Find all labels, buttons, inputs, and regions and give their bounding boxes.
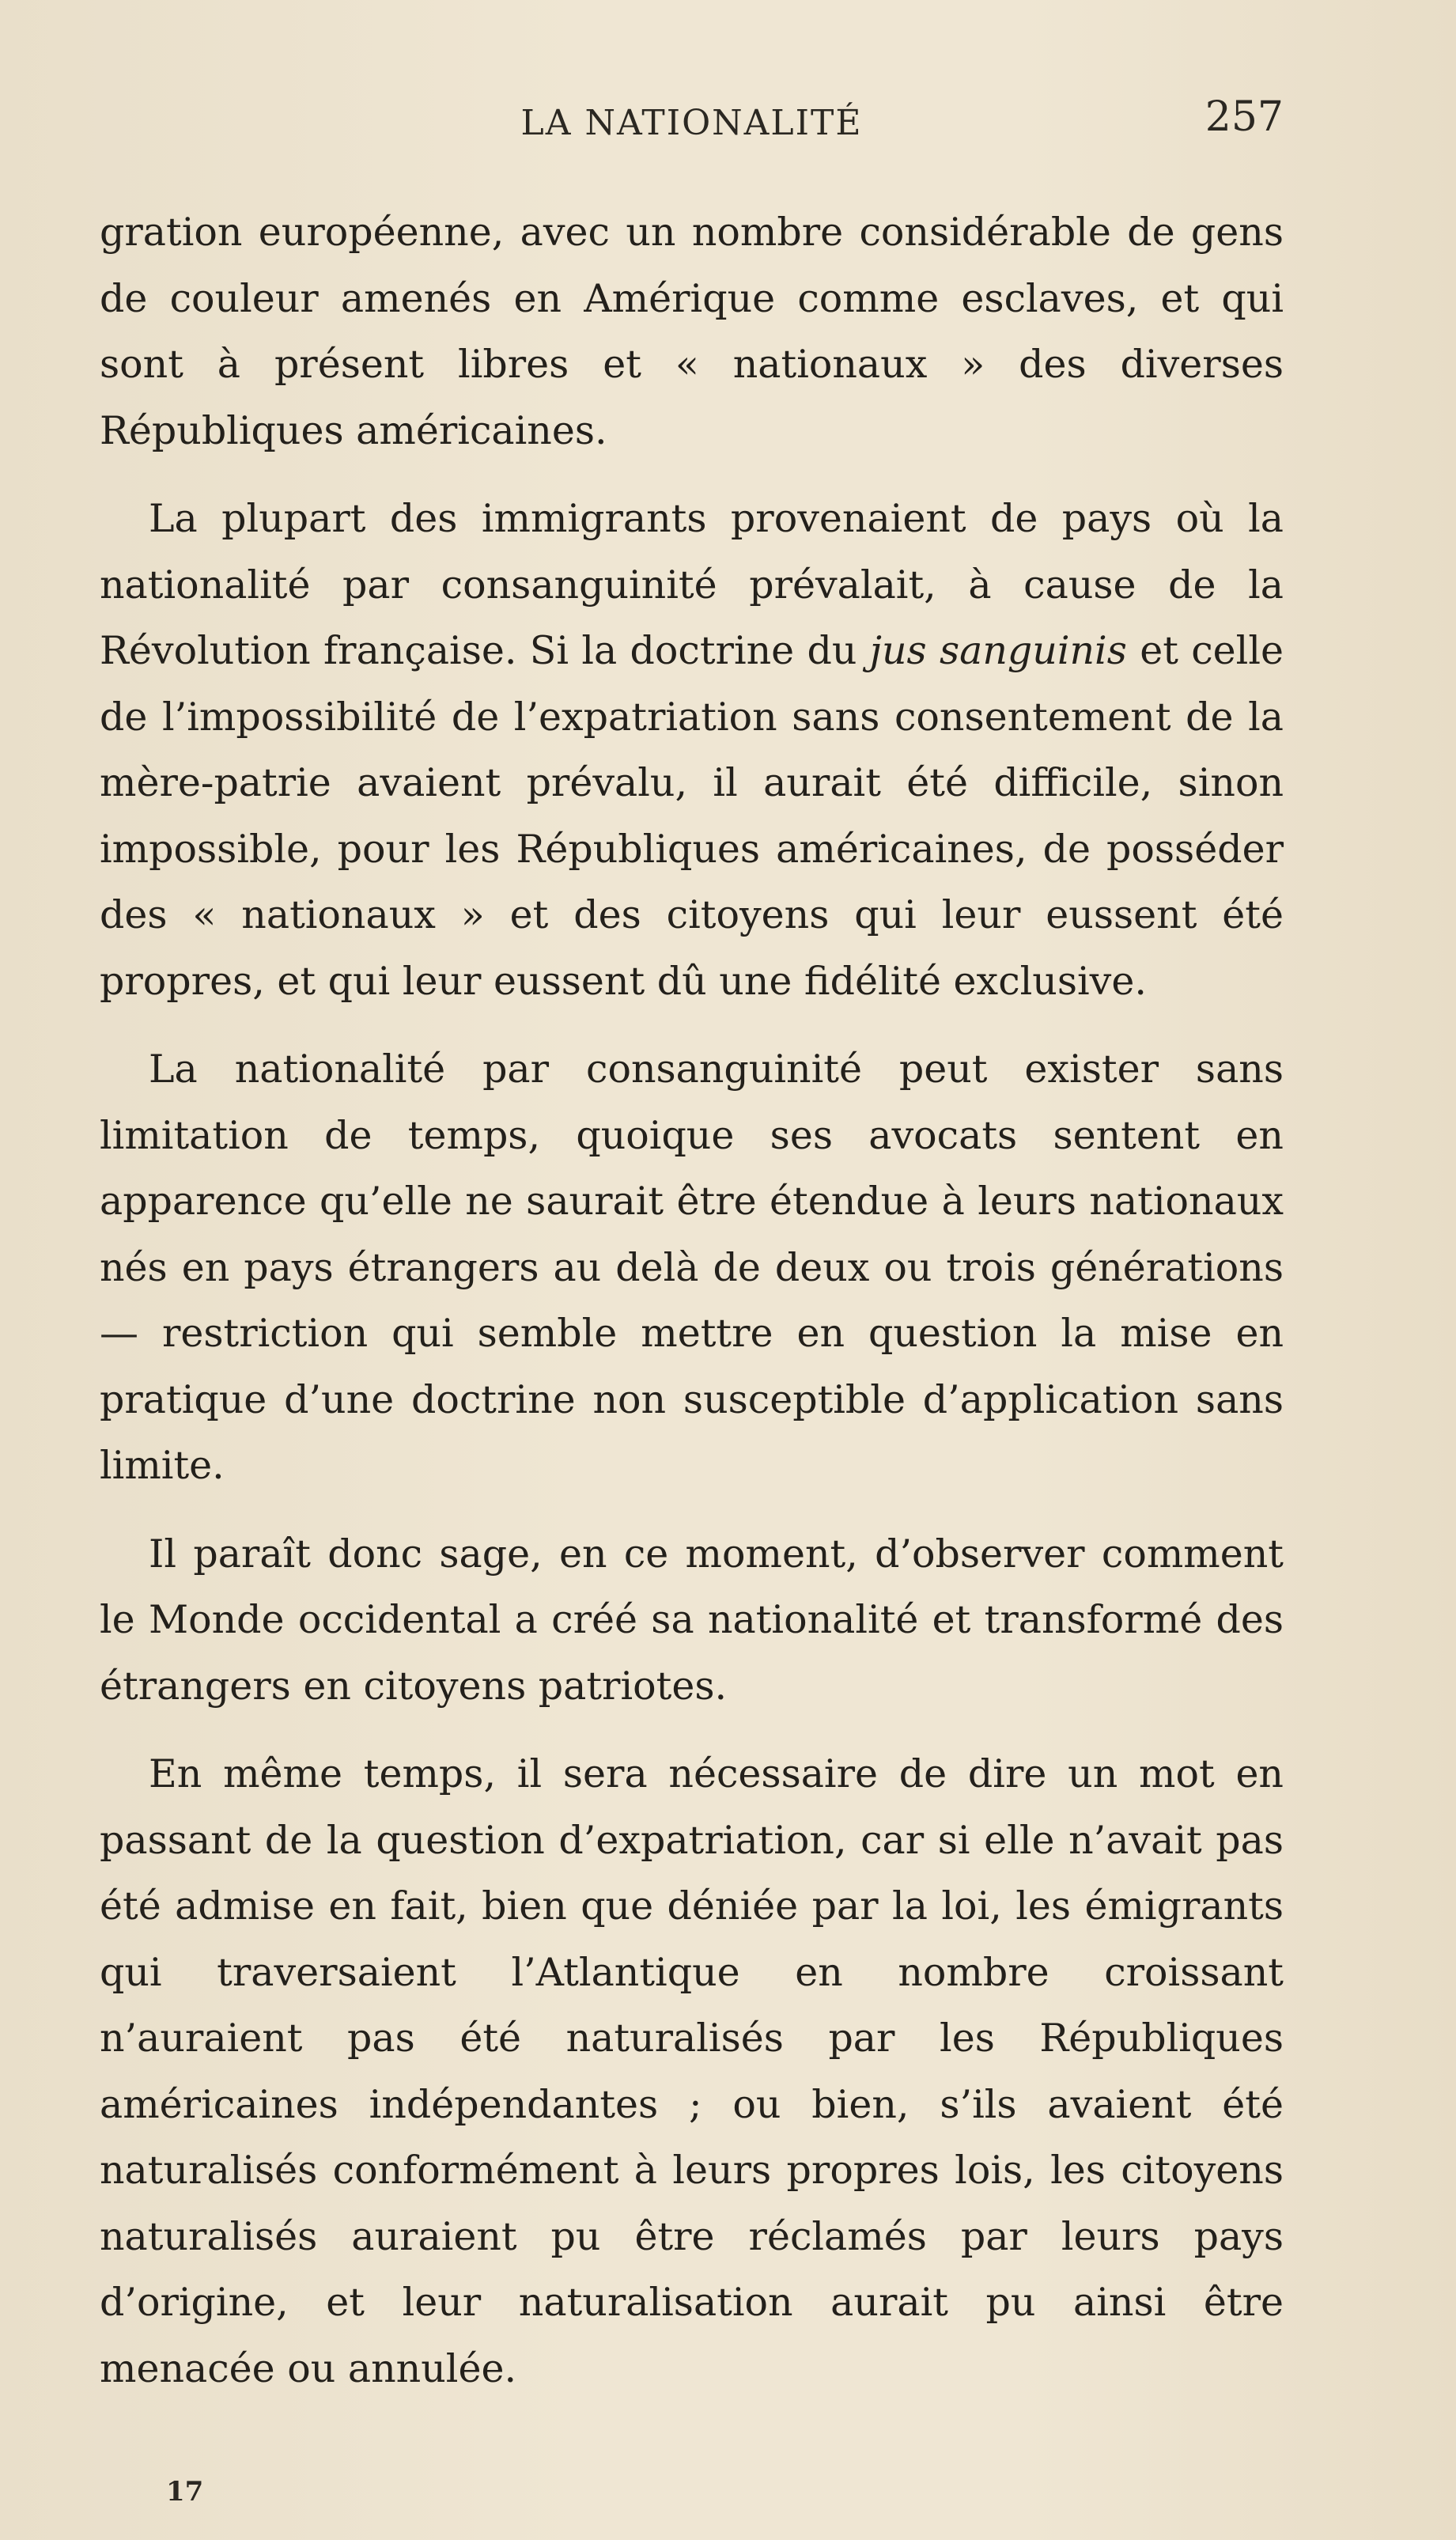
paragraph-text: et celle de l’impossibilité de l’expatriation sans consentement de la mère-patrie avaient prévalu, il aurait été difficile, sinon impossible, pour les Républiques américaines, de posséder des « nationaux » et des citoyens qui leur eussent été propres, et qui leur eussent dû une fidélité exclusive.	[100, 628, 1284, 1004]
paragraph-continued: gration européenne, avec un nombre considérable de gens de couleur amenés en Amérique comme esclaves, et qui sont à présent libres et « nationaux » des diverses Républiques américaines.	[100, 210, 1284, 453]
latin-term: jus sanguinis	[869, 628, 1127, 673]
printer-signature: 17	[166, 2476, 204, 2508]
paragraph-occidental: Il paraît donc sage, en ce moment, d’observer comment le Monde occidental a créé sa nationalité et transformé des étrangers en citoyens patriotes.	[100, 1531, 1284, 1709]
paragraph-text: La plupart des immigrants provenaient de pays où la nationalité par consanguinité prévalait, à cause de la Révolution française. Si la doctrine du	[100, 496, 1284, 673]
paragraph-immigrants	[100, 486, 1284, 1014]
running-title: LA NATIONALITÉ	[520, 103, 863, 143]
body-text	[100, 199, 1284, 2424]
paragraph-expatriation: En même temps, il sera nécessaire de dire un mot en passant de la question d’expatriation, car si elle n’avait pas été admise en fait, bien que déniée par la loi, les émigrants qui traversaient l’Atlantique en nombre croissant n’auraient pas été naturalisés par les Républiques américaines indépendantes ; ou bien, s’ils avaient été naturalisés conformément à leurs propres lois, les citoyens naturalisés auraient pu être réclamés par leurs pays d’origine, et leur naturalisation aurait pu ainsi être menacée ou annulée.	[100, 1751, 1284, 2391]
page-header	[100, 93, 1284, 157]
paragraph-consanguinity: La nationalité par consanguinité peut exister sans limitation de temps, quoique ses avocats sentent en apparence qu’elle ne saurait être étendue à leurs nationaux nés en pays étrangers au delà de deux ou trois générations — restriction qui semble mettre en question la mise en pratique d’une doctrine non susceptible d’application sans limite.	[100, 1047, 1284, 1488]
page-number: 257	[1205, 93, 1284, 141]
